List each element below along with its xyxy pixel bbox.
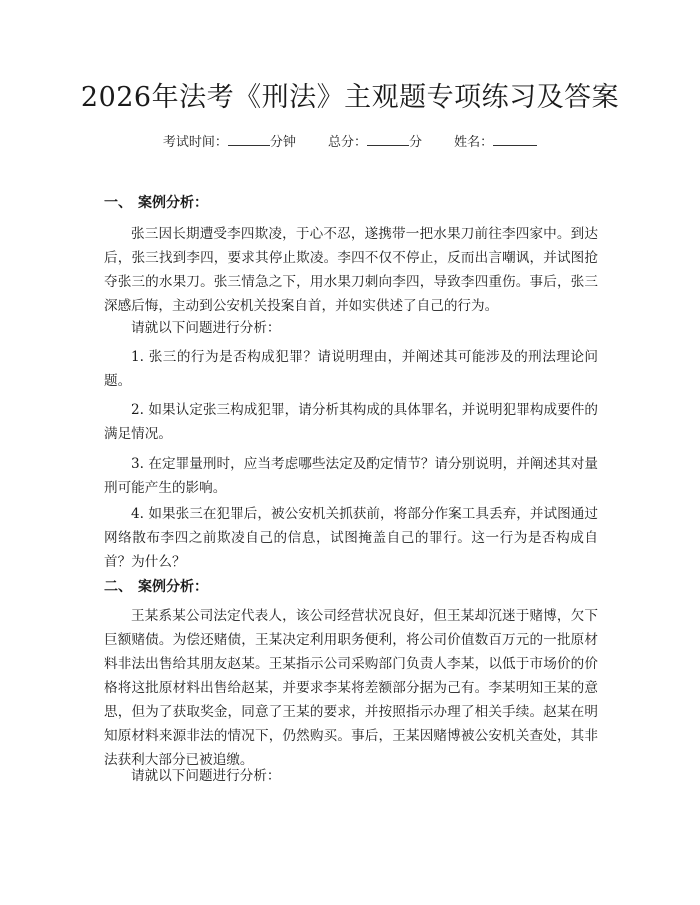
exam-time-blank[interactable] bbox=[228, 131, 270, 146]
question-item: 1. 张三的行为是否构成犯罪？请说明理由，并阐述其可能涉及的刑法理论问题。 bbox=[104, 349, 598, 389]
section-heading bbox=[104, 193, 208, 213]
case-description: 张三因长期遭受李四欺凌，于心不忍，遂携带一把水果刀前往李四家中。到达后，张三找到李四，要求其停止欺凌。李四不仅不停止，反而出言嘲讽，并试图抢夺张三的水果刀。张三情急之下，用水果刀刺向李四，导致李四重伤。事后，张三深感后悔，主动到公安机关投案自首，并如实供述了自己的行为。 bbox=[104, 226, 598, 314]
question-item: 3. 在定罪量刑时，应当考虑哪些法定及酌定情节？请分别说明，并阐述其对量刑可能产生的影响。 bbox=[104, 456, 598, 496]
total-score-unit: 分 bbox=[409, 135, 423, 150]
section-number: 一、 bbox=[104, 195, 132, 211]
case-description: 王某系某公司法定代表人，该公司经营状况良好，但王某却沉迷于赌博，欠下巨额赌债。为偿还赌债，王某决定利用职务便利，将公司价值数百万元的一批原材料非法出售给其朋友赵某。王某指示公司采购部门负责人李某，以低于市场价的价格将这批原材料出售给赵某，并要求李某将差额部分据为己有。李某明知王某的意思，但为了获取奖金，同意了王某的要求，并按照指示办理了相关手续。赵某在明知原材料来源非法的情况下，仍然购买。事后，王某因赌博被公安机关查处，其非法获利大部分已被追缴。 bbox=[104, 608, 598, 768]
total-score-label: 总分： bbox=[327, 135, 367, 150]
name-blank[interactable] bbox=[493, 131, 537, 146]
total-score-field bbox=[328, 135, 422, 150]
section-heading bbox=[104, 577, 208, 597]
exam-info-line bbox=[0, 131, 700, 153]
exam-time-label: 考试时间： bbox=[162, 135, 228, 150]
exam-time-field bbox=[163, 135, 296, 150]
name-label: 姓名： bbox=[454, 135, 494, 150]
question-item: 4. 如果张三在犯罪后，被公安机关抓获前，将部分作案工具丢弃，并试图通过网络散布李四之前欺凌自己的信息，试图掩盖自己的罪行。这一行为是否构成自首？为什么？ bbox=[104, 506, 598, 570]
exam-time-unit: 分钟 bbox=[269, 135, 296, 150]
total-score-blank[interactable] bbox=[367, 131, 409, 146]
question-item: 2. 如果认定张三构成犯罪，请分析其构成的具体罪名，并说明犯罪构成要件的满足情况。 bbox=[104, 402, 598, 442]
section-title: 案例分析： bbox=[138, 579, 208, 595]
name-field bbox=[454, 135, 537, 150]
section-title: 案例分析： bbox=[138, 195, 208, 211]
section-number: 二、 bbox=[104, 579, 132, 595]
question-prompt: 请就以下问题进行分析： bbox=[131, 768, 281, 784]
question-prompt: 请就以下问题进行分析： bbox=[131, 320, 281, 336]
document-title: 2026年法考《刑法》主观题专项练习及答案 bbox=[80, 82, 620, 113]
